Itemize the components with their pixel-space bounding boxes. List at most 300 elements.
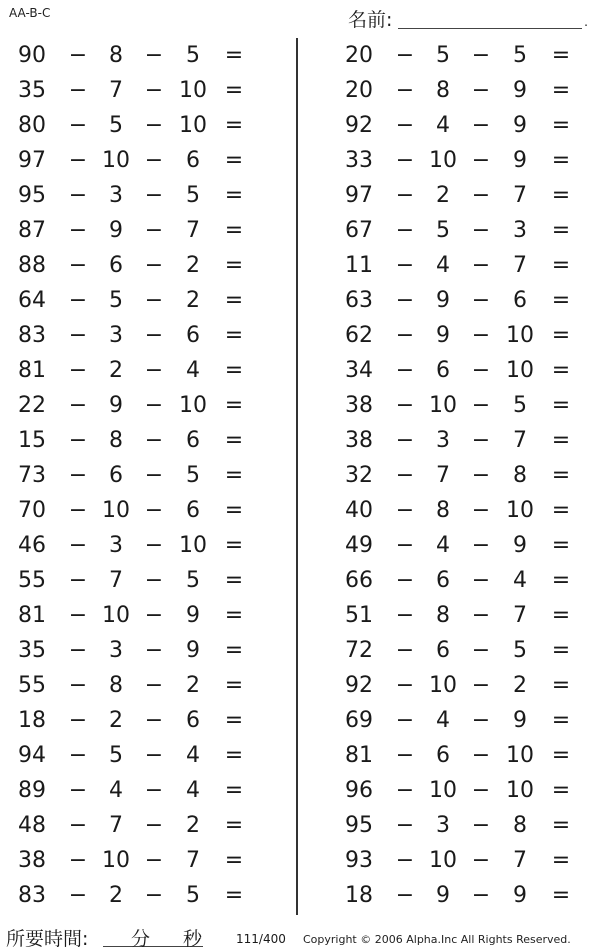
equals-sign: = — [551, 708, 571, 733]
problem-row — [0, 284, 260, 319]
minus-sign: − — [471, 323, 491, 348]
subtrahend-1: 5 — [109, 743, 123, 768]
subtrahend-2: 2 — [186, 253, 200, 278]
subtrahend-2: 4 — [513, 568, 527, 593]
minus-sign: − — [395, 393, 415, 418]
minuend: 33 — [345, 148, 373, 173]
subtrahend-2: 10 — [179, 533, 207, 558]
minus-sign: − — [144, 883, 164, 908]
subtrahend-2: 5 — [513, 638, 527, 663]
problem-row — [330, 809, 590, 844]
subtrahend-1: 2 — [109, 708, 123, 733]
minus-sign: − — [471, 603, 491, 628]
minuend: 87 — [18, 218, 46, 243]
subtrahend-1: 5 — [436, 218, 450, 243]
subtrahend-1: 6 — [109, 253, 123, 278]
equals-sign: = — [224, 568, 244, 593]
minuend: 81 — [345, 743, 373, 768]
problem-row — [330, 389, 590, 424]
equals-sign: = — [224, 148, 244, 173]
subtrahend-1: 4 — [436, 708, 450, 733]
minuend: 20 — [345, 78, 373, 103]
minus-sign: − — [68, 673, 88, 698]
name-underline — [398, 28, 582, 29]
minus-sign: − — [144, 218, 164, 243]
problem-row — [0, 599, 260, 634]
minuend: 18 — [345, 883, 373, 908]
minus-sign: − — [395, 148, 415, 173]
minus-sign: − — [144, 323, 164, 348]
subtrahend-2: 9 — [513, 78, 527, 103]
problem-row — [330, 39, 590, 74]
minus-sign: − — [144, 428, 164, 453]
problem-row — [0, 214, 260, 249]
minuend: 70 — [18, 498, 46, 523]
subtrahend-2: 9 — [513, 883, 527, 908]
minus-sign: − — [68, 78, 88, 103]
minus-sign: − — [395, 113, 415, 138]
subtrahend-2: 7 — [186, 218, 200, 243]
equals-sign: = — [551, 603, 571, 628]
minuend: 97 — [18, 148, 46, 173]
minus-sign: − — [144, 778, 164, 803]
subtrahend-2: 8 — [513, 813, 527, 838]
minus-sign: − — [395, 43, 415, 68]
problem-row — [0, 109, 260, 144]
equals-sign: = — [551, 883, 571, 908]
problem-row — [330, 774, 590, 809]
minuend: 96 — [345, 778, 373, 803]
subtrahend-1: 2 — [109, 883, 123, 908]
subtrahend-1: 8 — [436, 78, 450, 103]
equals-sign: = — [224, 288, 244, 313]
minus-sign: − — [395, 533, 415, 558]
subtrahend-2: 5 — [186, 183, 200, 208]
subtrahend-1: 2 — [436, 183, 450, 208]
minus-sign: − — [395, 323, 415, 348]
minuend: 90 — [18, 43, 46, 68]
minuend: 18 — [18, 708, 46, 733]
subtrahend-1: 5 — [109, 288, 123, 313]
subtrahend-2: 4 — [186, 778, 200, 803]
equals-sign: = — [551, 218, 571, 243]
equals-sign: = — [551, 113, 571, 138]
equals-sign: = — [224, 393, 244, 418]
equals-sign: = — [551, 288, 571, 313]
minus-sign: − — [471, 393, 491, 418]
equals-sign: = — [224, 463, 244, 488]
subtrahend-2: 10 — [506, 498, 534, 523]
minus-sign: − — [395, 463, 415, 488]
subtrahend-1: 7 — [109, 78, 123, 103]
equals-sign: = — [224, 638, 244, 663]
subtrahend-1: 5 — [109, 113, 123, 138]
subtrahend-2: 5 — [513, 393, 527, 418]
subtrahend-1: 10 — [429, 673, 457, 698]
minus-sign: − — [395, 778, 415, 803]
minus-sign: − — [395, 883, 415, 908]
problem-row — [0, 809, 260, 844]
subtrahend-2: 5 — [186, 43, 200, 68]
equals-sign: = — [224, 603, 244, 628]
minus-sign: − — [68, 813, 88, 838]
subtrahend-1: 6 — [436, 568, 450, 593]
subtrahend-1: 10 — [102, 498, 130, 523]
minuend: 88 — [18, 253, 46, 278]
subtrahend-1: 10 — [429, 848, 457, 873]
minus-sign: − — [395, 568, 415, 593]
minus-sign: − — [68, 638, 88, 663]
subtrahend-2: 6 — [186, 148, 200, 173]
minus-sign: − — [471, 78, 491, 103]
minuend: 72 — [345, 638, 373, 663]
minus-sign: − — [68, 848, 88, 873]
subtrahend-1: 9 — [109, 393, 123, 418]
subtrahend-2: 4 — [186, 743, 200, 768]
equals-sign: = — [224, 813, 244, 838]
equals-sign: = — [551, 323, 571, 348]
minuend: 51 — [345, 603, 373, 628]
minus-sign: − — [68, 883, 88, 908]
minus-sign: − — [144, 568, 164, 593]
problem-row — [0, 494, 260, 529]
minus-sign: − — [471, 533, 491, 558]
minuend: 93 — [345, 848, 373, 873]
problem-row — [0, 739, 260, 774]
equals-sign: = — [224, 883, 244, 908]
minuend: 20 — [345, 43, 373, 68]
minuend: 95 — [345, 813, 373, 838]
subtrahend-1: 7 — [436, 463, 450, 488]
equals-sign: = — [551, 813, 571, 838]
minus-sign: − — [395, 358, 415, 383]
minus-sign: − — [144, 288, 164, 313]
subtrahend-2: 9 — [513, 148, 527, 173]
minus-sign: − — [144, 148, 164, 173]
minus-sign: − — [68, 393, 88, 418]
problem-row — [330, 844, 590, 879]
equals-sign: = — [224, 708, 244, 733]
minus-sign: − — [471, 428, 491, 453]
subtrahend-1: 2 — [109, 358, 123, 383]
problem-row — [330, 74, 590, 109]
equals-sign: = — [551, 43, 571, 68]
equals-sign: = — [224, 323, 244, 348]
equals-sign: = — [551, 533, 571, 558]
time-label: 所要時間: — [6, 928, 89, 950]
minus-sign: − — [471, 743, 491, 768]
problem-row — [330, 634, 590, 669]
minus-sign: − — [471, 708, 491, 733]
subtrahend-2: 2 — [513, 673, 527, 698]
minus-sign: − — [144, 848, 164, 873]
minus-sign: − — [471, 463, 491, 488]
equals-sign: = — [224, 428, 244, 453]
subtrahend-2: 5 — [186, 568, 200, 593]
equals-sign: = — [551, 428, 571, 453]
subtrahend-2: 10 — [179, 393, 207, 418]
minus-sign: − — [471, 778, 491, 803]
minus-sign: − — [144, 743, 164, 768]
equals-sign: = — [224, 533, 244, 558]
minus-sign: − — [68, 358, 88, 383]
problem-row — [330, 669, 590, 704]
name-end-dot: . — [584, 15, 588, 29]
minus-sign: − — [395, 218, 415, 243]
subtrahend-1: 10 — [102, 603, 130, 628]
minuend: 94 — [18, 743, 46, 768]
minuend: 66 — [345, 568, 373, 593]
minus-sign: − — [471, 113, 491, 138]
minuend: 83 — [18, 323, 46, 348]
subtrahend-1: 8 — [109, 673, 123, 698]
problem-row — [330, 214, 590, 249]
minus-sign: − — [471, 288, 491, 313]
subtrahend-2: 9 — [186, 638, 200, 663]
minus-sign: − — [144, 253, 164, 278]
subtrahend-2: 10 — [506, 358, 534, 383]
minus-sign: − — [68, 743, 88, 768]
subtrahend-1: 4 — [436, 253, 450, 278]
minuend: 69 — [345, 708, 373, 733]
equals-sign: = — [551, 393, 571, 418]
subtrahend-2: 6 — [186, 428, 200, 453]
equals-sign: = — [224, 778, 244, 803]
equals-sign: = — [224, 218, 244, 243]
minus-sign: − — [395, 603, 415, 628]
problem-row — [0, 144, 260, 179]
minus-sign: − — [395, 183, 415, 208]
subtrahend-2: 9 — [186, 603, 200, 628]
minus-sign: − — [144, 498, 164, 523]
problem-row — [330, 249, 590, 284]
minuend: 67 — [345, 218, 373, 243]
subtrahend-1: 10 — [429, 148, 457, 173]
minuend: 55 — [18, 673, 46, 698]
problem-row — [0, 704, 260, 739]
minus-sign: − — [395, 498, 415, 523]
minuend: 81 — [18, 358, 46, 383]
minus-sign: − — [471, 218, 491, 243]
minus-sign: − — [144, 43, 164, 68]
minuend: 15 — [18, 428, 46, 453]
problem-row — [0, 319, 260, 354]
subtrahend-1: 5 — [436, 43, 450, 68]
problem-row — [330, 319, 590, 354]
problem-row — [0, 844, 260, 879]
equals-sign: = — [224, 743, 244, 768]
problem-row — [330, 284, 590, 319]
problem-row — [330, 529, 590, 564]
subtrahend-2: 10 — [179, 78, 207, 103]
problem-row — [0, 774, 260, 809]
minus-sign: − — [68, 428, 88, 453]
subtrahend-1: 8 — [436, 498, 450, 523]
problem-column-left — [0, 39, 260, 914]
minus-sign: − — [144, 638, 164, 663]
equals-sign: = — [224, 43, 244, 68]
minus-sign: − — [144, 813, 164, 838]
subtrahend-1: 9 — [436, 323, 450, 348]
minuend: 40 — [345, 498, 373, 523]
subtrahend-1: 4 — [109, 778, 123, 803]
equals-sign: = — [551, 778, 571, 803]
minuend: 55 — [18, 568, 46, 593]
minuend: 83 — [18, 883, 46, 908]
subtrahend-2: 9 — [513, 533, 527, 558]
equals-sign: = — [551, 568, 571, 593]
minuend: 38 — [18, 848, 46, 873]
equals-sign: = — [551, 848, 571, 873]
subtrahend-1: 6 — [436, 358, 450, 383]
subtrahend-2: 6 — [186, 498, 200, 523]
problem-row — [0, 179, 260, 214]
minus-sign: − — [144, 463, 164, 488]
problem-row — [330, 459, 590, 494]
minuend: 92 — [345, 113, 373, 138]
subtrahend-2: 7 — [513, 183, 527, 208]
subtrahend-2: 10 — [506, 323, 534, 348]
name-label: 名前: — [348, 9, 393, 31]
subtrahend-1: 9 — [436, 883, 450, 908]
subtrahend-1: 9 — [436, 288, 450, 313]
minus-sign: − — [471, 183, 491, 208]
minus-sign: − — [144, 708, 164, 733]
worksheet-code: AA-B-C — [9, 6, 51, 20]
problem-row — [330, 739, 590, 774]
equals-sign: = — [224, 498, 244, 523]
minus-sign: − — [471, 673, 491, 698]
minuend: 92 — [345, 673, 373, 698]
minus-sign: − — [68, 148, 88, 173]
minuend: 63 — [345, 288, 373, 313]
minuend: 97 — [345, 183, 373, 208]
subtrahend-1: 3 — [109, 638, 123, 663]
equals-sign: = — [224, 78, 244, 103]
minus-sign: − — [144, 78, 164, 103]
subtrahend-1: 7 — [109, 813, 123, 838]
minus-sign: − — [68, 603, 88, 628]
subtrahend-2: 5 — [186, 463, 200, 488]
minus-sign: − — [471, 568, 491, 593]
equals-sign: = — [224, 848, 244, 873]
subtrahend-1: 3 — [109, 323, 123, 348]
problem-row — [0, 249, 260, 284]
subtrahend-2: 7 — [513, 253, 527, 278]
equals-sign: = — [551, 498, 571, 523]
equals-sign: = — [224, 113, 244, 138]
minuend: 73 — [18, 463, 46, 488]
equals-sign: = — [551, 463, 571, 488]
subtrahend-2: 7 — [186, 848, 200, 873]
equals-sign: = — [551, 358, 571, 383]
problem-row — [330, 704, 590, 739]
problem-row — [0, 529, 260, 564]
minus-sign: − — [395, 428, 415, 453]
subtrahend-2: 6 — [186, 323, 200, 348]
subtrahend-2: 2 — [186, 673, 200, 698]
minus-sign: − — [144, 673, 164, 698]
subtrahend-2: 9 — [513, 708, 527, 733]
problem-row — [0, 74, 260, 109]
problem-row — [330, 179, 590, 214]
equals-sign: = — [224, 253, 244, 278]
subtrahend-1: 10 — [102, 148, 130, 173]
problem-row — [0, 669, 260, 704]
minus-sign: − — [395, 288, 415, 313]
minuend: 89 — [18, 778, 46, 803]
minus-sign: − — [395, 78, 415, 103]
minus-sign: − — [68, 253, 88, 278]
minus-sign: − — [395, 708, 415, 733]
minus-sign: − — [144, 358, 164, 383]
problem-row — [0, 424, 260, 459]
minus-sign: − — [395, 743, 415, 768]
page-number: 111/400 — [236, 932, 286, 946]
column-divider — [296, 38, 298, 915]
problem-row — [0, 39, 260, 74]
subtrahend-2: 2 — [186, 288, 200, 313]
equals-sign: = — [551, 253, 571, 278]
problem-row — [330, 424, 590, 459]
minus-sign: − — [395, 638, 415, 663]
minus-sign: − — [68, 463, 88, 488]
subtrahend-1: 4 — [436, 533, 450, 558]
subtrahend-1: 3 — [109, 533, 123, 558]
minus-sign: − — [395, 673, 415, 698]
problem-row — [0, 879, 260, 914]
subtrahend-1: 10 — [429, 778, 457, 803]
minuend: 49 — [345, 533, 373, 558]
subtrahend-2: 6 — [186, 708, 200, 733]
minus-sign: − — [395, 813, 415, 838]
subtrahend-2: 10 — [506, 743, 534, 768]
seconds-label: 秒 — [183, 928, 203, 950]
minuend: 62 — [345, 323, 373, 348]
subtrahend-1: 7 — [109, 568, 123, 593]
minus-sign: − — [471, 498, 491, 523]
subtrahend-1: 8 — [109, 43, 123, 68]
problem-row — [0, 564, 260, 599]
equals-sign: = — [551, 743, 571, 768]
subtrahend-2: 7 — [513, 603, 527, 628]
minus-sign: − — [144, 393, 164, 418]
subtrahend-2: 3 — [513, 218, 527, 243]
minuend: 95 — [18, 183, 46, 208]
subtrahend-1: 10 — [429, 393, 457, 418]
minus-sign: − — [471, 883, 491, 908]
minus-sign: − — [68, 533, 88, 558]
subtrahend-1: 3 — [436, 428, 450, 453]
subtrahend-1: 4 — [436, 113, 450, 138]
equals-sign: = — [551, 148, 571, 173]
name-field — [348, 5, 588, 33]
minus-sign: − — [471, 813, 491, 838]
subtrahend-2: 9 — [513, 113, 527, 138]
problem-row — [0, 634, 260, 669]
subtrahend-2: 10 — [179, 113, 207, 138]
minus-sign: − — [144, 533, 164, 558]
subtrahend-1: 9 — [109, 218, 123, 243]
minuend: 48 — [18, 813, 46, 838]
problem-row — [330, 144, 590, 179]
minus-sign: − — [68, 43, 88, 68]
problem-row — [330, 354, 590, 389]
subtrahend-2: 8 — [513, 463, 527, 488]
minuend: 32 — [345, 463, 373, 488]
minus-sign: − — [471, 638, 491, 663]
minus-sign: − — [68, 113, 88, 138]
